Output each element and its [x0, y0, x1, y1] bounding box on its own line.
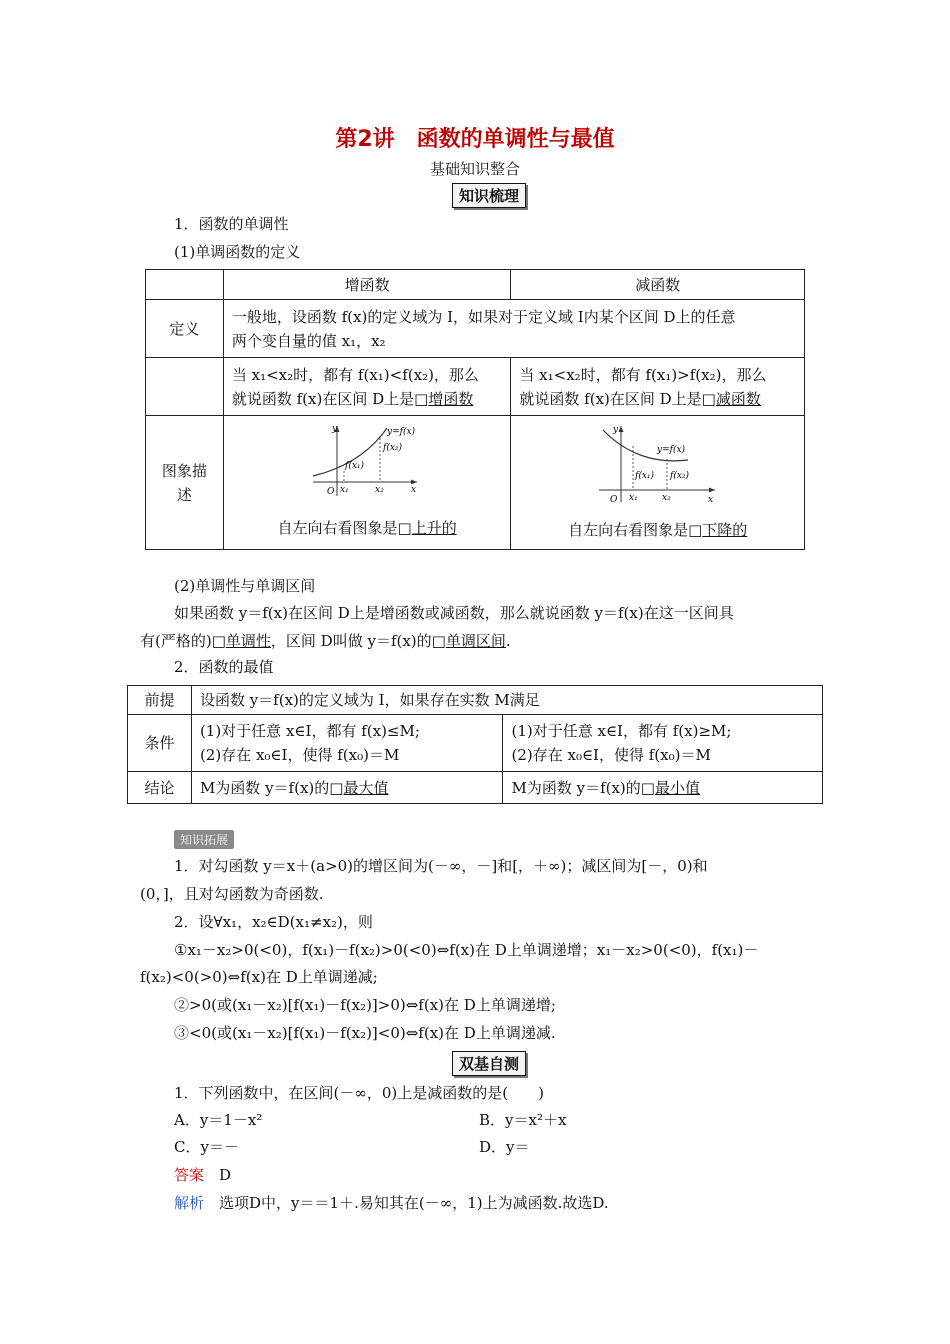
- section-label-self-test: 双基自测: [452, 1051, 526, 1076]
- row-label-premise: 前提: [128, 686, 192, 715]
- label-x2: x₂: [661, 493, 671, 503]
- min-condition: [503, 715, 823, 772]
- graph-label-line-2: 述: [176, 485, 192, 504]
- extension-line-5: f(x₂)<0(>0)⇔f(x)在 D上单调递减;: [140, 968, 378, 986]
- definition-text: [223, 300, 804, 358]
- x-axis-arrow: [709, 488, 715, 493]
- answer-max: 最大值: [343, 778, 389, 797]
- y-axis-arrow: [618, 426, 623, 432]
- page-title: 第2讲 函数的单调性与最值: [335, 127, 615, 152]
- increasing-graph-caption: [232, 516, 503, 540]
- max-condition-2: (2)存在 x₀∈I，使得 f(x₀)＝M: [199, 746, 400, 764]
- row-label-definition: 定义: [146, 300, 224, 358]
- row-label-empty: [146, 358, 224, 416]
- max-conclusion-text: M为函数 y＝f(x)的□: [199, 778, 344, 797]
- table-corner: [146, 270, 224, 300]
- extension-line-4: ①x₁－x₂>0(<0)，f(x₁)－f(x₂)>0(<0)⇔f(x)在 D上单调递增；x₁－x₂>0(<0)，f(x₁)－: [174, 941, 759, 959]
- label-fx1: f(x₁): [634, 471, 654, 481]
- min-conclusion: [503, 772, 823, 804]
- monotonic-definition-table: [145, 269, 805, 550]
- section-label-extension: 知识拓展: [174, 830, 234, 849]
- label-fx2: f(x₂): [669, 471, 689, 481]
- max-condition: [191, 715, 503, 772]
- definition-line-1: 一般地，设函数 f(x)的定义域为 I，如果对于定义域 I内某个区间 D上的任意: [231, 307, 736, 326]
- answer-value: D: [219, 1166, 232, 1184]
- subheading-interval: (2)单调性与单调区间: [174, 577, 316, 595]
- min-conclusion-text: M为函数 y＝f(x)的□: [511, 778, 655, 797]
- option-b: B．y＝x²＋x: [479, 1111, 567, 1129]
- heading-monotonicity: 1．函数的单调性: [174, 215, 289, 233]
- answer-monotonicity: 单调性: [225, 632, 271, 650]
- increasing-graph-cell: [223, 416, 511, 550]
- label-y: y: [332, 424, 338, 434]
- answer-decreasing: 减函数: [715, 389, 761, 408]
- decreasing-condition: [511, 358, 805, 416]
- label-x2: x₂: [375, 485, 384, 495]
- increasing-condition: [223, 358, 511, 416]
- row-label-conclusion: 结论: [128, 772, 192, 804]
- label-origin: O: [327, 487, 335, 497]
- page-subtitle: 基础知识整合: [429, 160, 520, 178]
- interval-text-a: 有(严格的)□: [140, 632, 226, 650]
- label-origin: O: [609, 495, 618, 505]
- decreasing-line-2-text: 就说函数 f(x)在区间 D上是□: [519, 389, 716, 408]
- definition-line-2: 两个变自量的值 x₁，x₂: [231, 331, 386, 350]
- row-label-condition: 条件: [128, 715, 192, 772]
- header-increasing: 增函数: [223, 270, 511, 300]
- label-x1: x₁: [628, 493, 638, 503]
- extension-line-7: ③<0(或(x₁－x₂)[f(x₁)－f(x₂)]<0)⇔f(x)在 D上单调递减.: [174, 1024, 556, 1042]
- label-x: x: [411, 485, 417, 495]
- heading-extremum: 2．函数的最值: [174, 658, 274, 676]
- decreasing-line-1: 当 x₁<x₂时，都有 f(x₁)>f(x₂)，那么: [519, 365, 767, 384]
- decreasing-graph-caption: [519, 518, 796, 542]
- label-curve: y=f(x): [387, 427, 416, 437]
- increasing-line-2: [232, 387, 503, 411]
- increasing-line-1: 当 x₁<x₂时，都有 f(x₁)<f(x₂)，那么: [231, 365, 479, 384]
- interval-text-e: .: [505, 632, 511, 650]
- explanation-label: 解析: [174, 1194, 205, 1212]
- explanation-text: 选项D中，y＝＝1＋.易知其在(－∞，1)上为减函数.故选D.: [219, 1194, 609, 1212]
- interval-para-2: [140, 631, 511, 651]
- label-curve: y=f(x): [656, 445, 685, 455]
- section-label-knowledge: 知识梳理: [452, 183, 526, 208]
- subheading-definition: (1)单调函数的定义: [174, 243, 301, 261]
- label-y: y: [612, 425, 618, 435]
- extension-line-1: 1．对勾函数 y＝x＋(a>0)的增区间为(－∞，－]和[，＋∞)；减区间为[－，0)和: [174, 857, 708, 875]
- answer-line: [174, 1165, 231, 1185]
- answer-monotonic-interval: 单调区间: [445, 632, 506, 650]
- interval-para-1: 如果函数 y＝f(x)在区间 D上是增函数或减函数，那么就说函数 y＝f(x)在这一区间具: [174, 604, 734, 622]
- question-1: 1．下列函数中，在区间(－∞，0)上是减函数的是( ): [174, 1084, 544, 1102]
- increasing-graph: [307, 420, 427, 500]
- min-condition-1: (1)对于任意 x∈I，都有 f(x)≥M;: [511, 722, 732, 740]
- min-condition-2: (2)存在 x₀∈I，使得 f(x₀)＝M: [511, 746, 711, 764]
- extension-line-3: 2．设∀x₁，x₂∈D(x₁≠x₂)，则: [174, 913, 373, 931]
- answer-label: 答案: [174, 1166, 205, 1184]
- header-decreasing: 减函数: [511, 270, 805, 300]
- decreasing-caption-text: 自左向右看图象是□: [568, 521, 703, 539]
- row-label-graph: [146, 416, 224, 550]
- extremum-table: [127, 685, 823, 804]
- label-fx1: f(x₁): [345, 461, 365, 471]
- interval-text-c: ，区间 D叫做 y＝f(x)的□: [270, 632, 446, 650]
- graph-label-line-1: 图象描: [161, 461, 207, 480]
- max-condition-1: (1)对于任意 x∈I，都有 f(x)≤M;: [199, 722, 420, 740]
- option-a: A．y＝1－x²: [174, 1111, 263, 1129]
- explanation-line: [174, 1193, 609, 1213]
- decreasing-graph: [593, 420, 723, 506]
- answer-falling: 下降的: [702, 521, 748, 539]
- decreasing-line-2: [519, 387, 796, 411]
- extension-line-2: (0，]，且对勾函数为奇函数.: [140, 885, 324, 903]
- answer-increasing: 增函数: [428, 389, 474, 408]
- increasing-caption-text: 自左向右看图象是□: [277, 519, 412, 537]
- premise-text: 设函数 y＝f(x)的定义域为 I，如果存在实数 M满足: [191, 686, 822, 715]
- label-x1: x₁: [340, 485, 349, 495]
- extension-line-6: ②>0(或(x₁－x₂)[f(x₁)－f(x₂)]>0)⇔f(x)在 D上单调递增;: [174, 996, 556, 1014]
- increasing-line-2-text: 就说函数 f(x)在区间 D上是□: [231, 389, 429, 408]
- decreasing-graph-cell: [511, 416, 805, 550]
- x-axis-arrow: [411, 480, 417, 485]
- option-c: C．y＝－: [174, 1138, 239, 1156]
- max-conclusion: [191, 772, 503, 804]
- option-d: D．y＝: [479, 1138, 530, 1156]
- answer-rising: 上升的: [411, 519, 457, 537]
- answer-min: 最小值: [654, 778, 700, 797]
- label-fx2: f(x₂): [383, 443, 403, 453]
- label-x: x: [707, 495, 713, 505]
